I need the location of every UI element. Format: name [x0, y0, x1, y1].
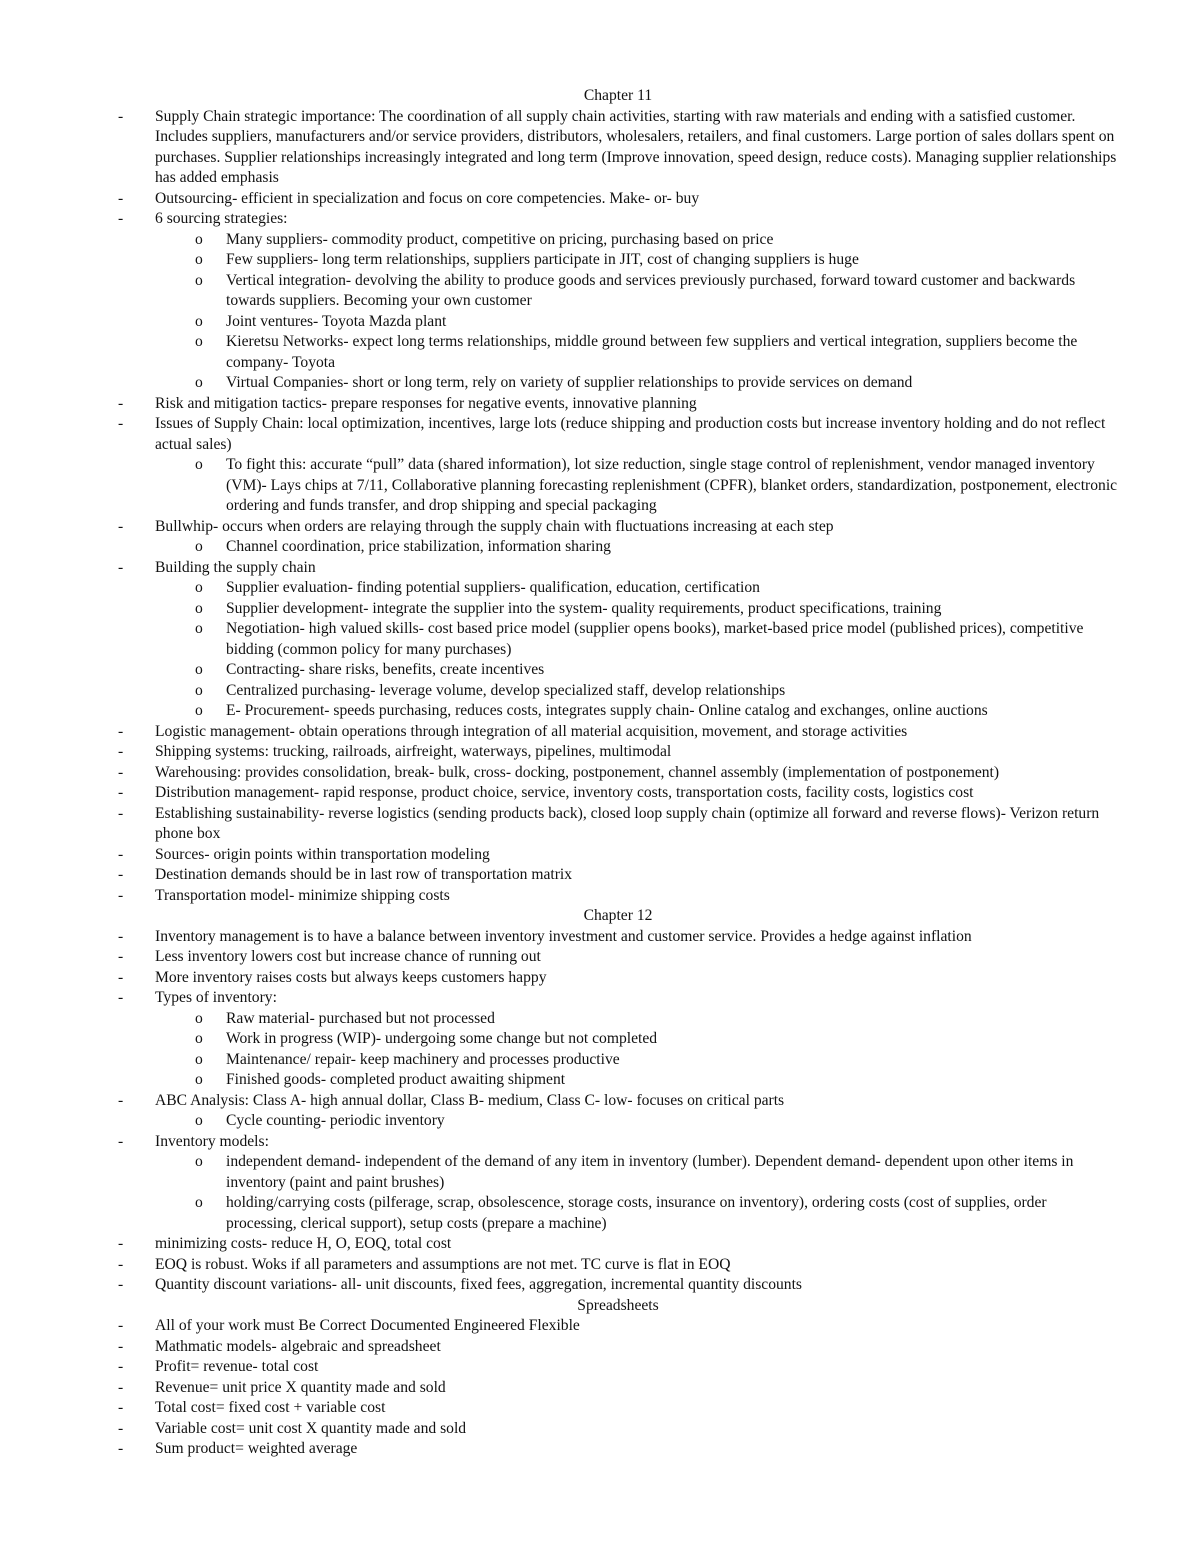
dash-bullet: - — [118, 948, 124, 965]
list-item — [118, 1091, 1118, 1112]
sub-list-item — [118, 660, 1118, 681]
sub-list-item-text: Supplier evaluation- finding potential suppliers- qualification, education, certification — [226, 579, 760, 596]
list-item-text: Variable cost= unit cost X quantity made and sold — [155, 1419, 467, 1437]
list-item — [118, 1132, 1118, 1153]
list-item-text: ABC Analysis: Class A- high annual dollar, Class B- medium, Class C- low- focuses on critical parts — [155, 1091, 785, 1109]
sub-list-item-text: Many suppliers- commodity product, competitive on pricing, purchasing based on price — [226, 230, 774, 248]
list-item — [118, 947, 1118, 968]
list-item-text: Transportation model- minimize shipping costs — [155, 886, 450, 904]
sub-list-item — [118, 373, 1118, 394]
dash-bullet: - — [118, 1419, 124, 1437]
circle-bullet: o — [195, 1194, 203, 1211]
sub-list-item — [118, 1009, 1118, 1030]
section-3 — [118, 1296, 1118, 1460]
list-item — [118, 988, 1118, 1009]
dash-bullet: - — [118, 210, 124, 227]
sub-list — [118, 537, 1118, 558]
list-item-text: Inventory management is to have a balance between inventory investment and customer service. Provides a hedge against inflation — [155, 927, 972, 945]
dash-bullet: - — [118, 845, 124, 863]
list-item — [118, 394, 1118, 415]
list-item-text: Types of inventory: — [155, 989, 277, 1006]
sub-list-item — [118, 1050, 1118, 1071]
sub-list-item — [118, 701, 1118, 722]
dash-bullet: - — [118, 1235, 124, 1252]
list-item — [118, 1316, 1118, 1337]
list-item — [118, 1337, 1118, 1358]
sub-list-item — [118, 1111, 1118, 1132]
list-item-text: Sum product= weighted average — [155, 1440, 358, 1457]
list-item-text: Establishing sustainability- reverse logistics (sending products back), closed loop supply chain (optimize all forward and reverse flows)- Verizon return phone box — [155, 804, 1100, 842]
list-item — [118, 107, 1118, 189]
dash-bullet: - — [118, 1358, 124, 1375]
sub-list-item-text: independent demand- independent of the demand of any item in inventory (lumber). Dependent demand- dependent upon other items in inventory (paint and paint brushes) — [226, 1153, 1074, 1191]
sub-list-item-text: To fight this: accurate “pull” data (shared information), lot size reduction, single stage control of replenishment, vendor managed inventory (VM)- Lays chips at 7/11, Collaborative planning forecasting replenishment (CPFR), blanket orders, standardization, postponement, electronic ordering and funds transfer, and drop shipping and special packaging — [226, 456, 1118, 514]
list-item — [118, 1398, 1118, 1419]
dash-bullet: - — [118, 189, 124, 207]
circle-bullet: o — [195, 230, 203, 248]
circle-bullet: o — [195, 579, 203, 596]
circle-bullet: o — [195, 1050, 203, 1068]
list-item-text: Issues of Supply Chain: local optimization, incentives, large lots (reduce shipping and production costs but increase inventory holding and do not reflect actual sales) — [155, 415, 1106, 453]
dash-bullet: - — [118, 1255, 124, 1273]
circle-bullet: o — [195, 251, 203, 268]
list-item — [118, 558, 1118, 579]
list-item — [118, 189, 1118, 210]
sub-list-item — [118, 1152, 1118, 1193]
list-item — [118, 783, 1118, 804]
sub-list-item-text: Channel coordination, price stabilization, information sharing — [226, 538, 611, 555]
dash-bullet: - — [118, 886, 124, 904]
list-item-text: Revenue= unit price X quantity made and sold — [155, 1378, 446, 1396]
sub-list-item-text: Negotiation- high valued skills- cost based price model (supplier opens books), market-based price model (published prices), competitive bidding (common policy for many purchases) — [226, 620, 1084, 658]
list-item-text: Supply Chain strategic importance: The coordination of all supply chain activities, starting with raw materials and ending with a satisfied customer. Includes suppliers, manufacturers and/or service providers, distributors, wholesalers, retailers, and final customers. Large portion of sales dollars spent on purchases. Supplier relationships increasingly integrated and long term (Improve innovation, speed design, reduce costs). Managing supplier relationships has added emphasis — [155, 107, 1117, 186]
sub-list-item-text: holding/carrying costs (pilferage, scrap, obsolescence, storage costs, insurance on inventory), ordering costs (cost of supplies, order processing, clerical support), setup costs (prepare a machine) — [226, 1194, 1047, 1232]
list-item-text: Distribution management- rapid response, product choice, service, inventory costs, transportation costs, facility costs, logistics cost — [155, 784, 974, 801]
list-item-text: Logistic management- obtain operations through integration of all material acquisition, movement, and storage activities — [155, 722, 908, 740]
sub-list-item-text: Raw material- purchased but not processed — [226, 1009, 495, 1027]
list-item-text: Mathmatic models- algebraic and spreadsheet — [155, 1337, 441, 1355]
circle-bullet: o — [195, 599, 203, 617]
list-item-text: More inventory raises costs but always keeps customers happy — [155, 968, 547, 986]
list-item — [118, 927, 1118, 948]
circle-bullet: o — [195, 374, 203, 391]
sub-list-item — [118, 271, 1118, 312]
list-item-text: Inventory models: — [155, 1132, 269, 1150]
dash-bullet: - — [118, 722, 124, 740]
sub-list — [118, 1111, 1118, 1132]
list-item-text: minimizing costs- reduce H, O, EOQ, total cost — [155, 1235, 452, 1252]
list-item-text: Sources- origin points within transportation modeling — [155, 845, 490, 863]
list-item — [118, 865, 1118, 886]
list-item — [118, 763, 1118, 784]
list-item-text: Outsourcing- efficient in specialization and focus on core competencies. Make- or- buy — [155, 189, 700, 207]
sub-list-item — [118, 455, 1118, 517]
sub-list-item-text: Centralized purchasing- leverage volume, develop specialized staff, develop relationships — [226, 681, 786, 699]
circle-bullet: o — [195, 1153, 203, 1170]
list-item — [118, 1357, 1118, 1378]
dash-bullet: - — [118, 558, 124, 576]
list-item — [118, 1419, 1118, 1440]
list-item — [118, 1234, 1118, 1255]
sub-list-item-text: Contracting- share risks, benefits, create incentives — [226, 661, 545, 678]
dash-bullet: - — [118, 1337, 124, 1355]
dash-bullet: - — [118, 1276, 124, 1293]
list-item-text: Total cost= fixed cost + variable cost — [155, 1399, 386, 1416]
circle-bullet: o — [195, 702, 203, 719]
list-item — [118, 1275, 1118, 1296]
dash-bullet: - — [118, 394, 124, 412]
sub-list-item-text: Kieretsu Networks- expect long terms relationships, middle ground between few suppliers and vertical integration, suppliers become the company- Toyota — [226, 333, 1078, 371]
circle-bullet: o — [195, 1009, 203, 1027]
circle-bullet: o — [195, 1071, 203, 1088]
circle-bullet: o — [195, 271, 203, 289]
list-item-text: Bullwhip- occurs when orders are relaying through the supply chain with fluctuations increasing at each step — [155, 517, 834, 535]
dash-bullet: - — [118, 743, 124, 760]
sub-list-item — [118, 250, 1118, 271]
list-item-text: Shipping systems: trucking, railroads, airfreight, waterways, pipelines, multimodal — [155, 743, 672, 760]
list-item — [118, 742, 1118, 763]
list-item — [118, 1439, 1118, 1460]
dash-bullet: - — [118, 1399, 124, 1416]
list-item — [118, 845, 1118, 866]
sub-list-item-text: Finished goods- completed product awaiting shipment — [226, 1071, 566, 1088]
dash-bullet: - — [118, 517, 124, 535]
sub-list-item-text: Maintenance/ repair- keep machinery and processes productive — [226, 1050, 620, 1068]
dash-bullet: - — [118, 1091, 124, 1109]
list-item-text: All of your work must Be Correct Documented Engineered Flexible — [155, 1317, 580, 1334]
dash-bullet: - — [118, 1317, 124, 1334]
dash-bullet: - — [118, 1440, 124, 1457]
list-item-text: EOQ is robust. Woks if all parameters and assumptions are not met. TC curve is flat in EOQ — [155, 1255, 731, 1273]
section-heading: Spreadsheets — [577, 1296, 659, 1314]
dash-bullet: - — [118, 1132, 124, 1150]
list-item-text: 6 sourcing strategies: — [155, 210, 288, 227]
circle-bullet: o — [195, 1112, 203, 1129]
sub-list-item-text: Vertical integration- devolving the ability to produce goods and services previously purchased, forward toward customer and backwards towards suppliers. Becoming your own customer — [226, 271, 1076, 309]
dash-bullet: - — [118, 927, 124, 945]
section-heading: Chapter 11 — [583, 87, 653, 104]
list-item-text: Warehousing: provides consolidation, break- bulk, cross- docking, postponement, channel assembly (implementation of postponement) — [155, 763, 1000, 781]
section-1 — [118, 86, 1118, 906]
sub-list-item-text: Cycle counting- periodic inventory — [226, 1112, 445, 1129]
sub-list-item — [118, 578, 1118, 599]
sub-list-item-text: Joint ventures- Toyota Mazda plant — [226, 312, 447, 330]
sub-list-item — [118, 619, 1118, 660]
dash-bullet: - — [118, 1378, 124, 1396]
sub-list-item-text: Virtual Companies- short or long term, rely on variety of supplier relationships to provide services on demand — [226, 374, 913, 391]
list-item-text: Less inventory lowers cost but increase chance of running out — [155, 948, 541, 965]
list-item-text: Quantity discount variations- all- unit discounts, fixed fees, aggregation, incremental quantity discounts — [155, 1276, 802, 1293]
section-2 — [118, 906, 1118, 1296]
sub-list-item — [118, 599, 1118, 620]
circle-bullet: o — [195, 681, 203, 699]
list-item — [118, 804, 1118, 845]
sub-list-item — [118, 681, 1118, 702]
dash-bullet: - — [118, 107, 124, 125]
list-item — [118, 1255, 1118, 1276]
sub-list — [118, 230, 1118, 394]
dash-bullet: - — [118, 866, 124, 883]
circle-bullet: o — [195, 312, 203, 330]
list-item — [118, 722, 1118, 743]
list-item-text: Risk and mitigation tactics- prepare responses for negative events, innovative planning — [155, 394, 697, 412]
list-item — [118, 209, 1118, 230]
list-item — [118, 414, 1118, 455]
sub-list-item — [118, 230, 1118, 251]
dash-bullet: - — [118, 804, 124, 822]
list-item — [118, 1378, 1118, 1399]
list-item — [118, 968, 1118, 989]
dash-bullet: - — [118, 989, 124, 1006]
sub-list-item — [118, 312, 1118, 333]
circle-bullet: o — [195, 538, 203, 555]
sub-list-item — [118, 1029, 1118, 1050]
list-item — [118, 886, 1118, 907]
document-content — [118, 86, 1118, 1460]
list-item — [118, 517, 1118, 538]
circle-bullet: o — [195, 620, 203, 637]
section-heading: Chapter 12 — [583, 907, 653, 924]
dash-bullet: - — [118, 763, 124, 781]
sub-list — [118, 1009, 1118, 1091]
sub-list — [118, 1152, 1118, 1234]
circle-bullet: o — [195, 1030, 203, 1047]
sub-list-item-text: Few suppliers- long term relationships, suppliers participate in JIT, cost of changing suppliers is huge — [226, 251, 859, 268]
dash-bullet: - — [118, 968, 124, 986]
dash-bullet: - — [118, 415, 124, 432]
sub-list-item-text: Work in progress (WIP)- undergoing some change but not completed — [226, 1030, 658, 1047]
circle-bullet: o — [195, 456, 203, 473]
sub-list-item-text: E- Procurement- speeds purchasing, reduces costs, integrates supply chain- Online catalog and exchanges, online auctions — [226, 702, 988, 719]
sub-list-item — [118, 332, 1118, 373]
list-item-text: Building the supply chain — [155, 558, 316, 576]
dash-bullet: - — [118, 784, 124, 801]
sub-list-item-text: Supplier development- integrate the supplier into the system- quality requirements, product specifications, training — [226, 599, 942, 617]
list-item-text: Destination demands should be in last row of transportation matrix — [155, 866, 573, 883]
list-item-text: Profit= revenue- total cost — [155, 1358, 319, 1375]
sub-list — [118, 455, 1118, 517]
sub-list-item — [118, 1193, 1118, 1234]
sub-list-item — [118, 537, 1118, 558]
sub-list — [118, 578, 1118, 722]
circle-bullet: o — [195, 661, 203, 678]
circle-bullet: o — [195, 333, 203, 350]
sub-list-item — [118, 1070, 1118, 1091]
